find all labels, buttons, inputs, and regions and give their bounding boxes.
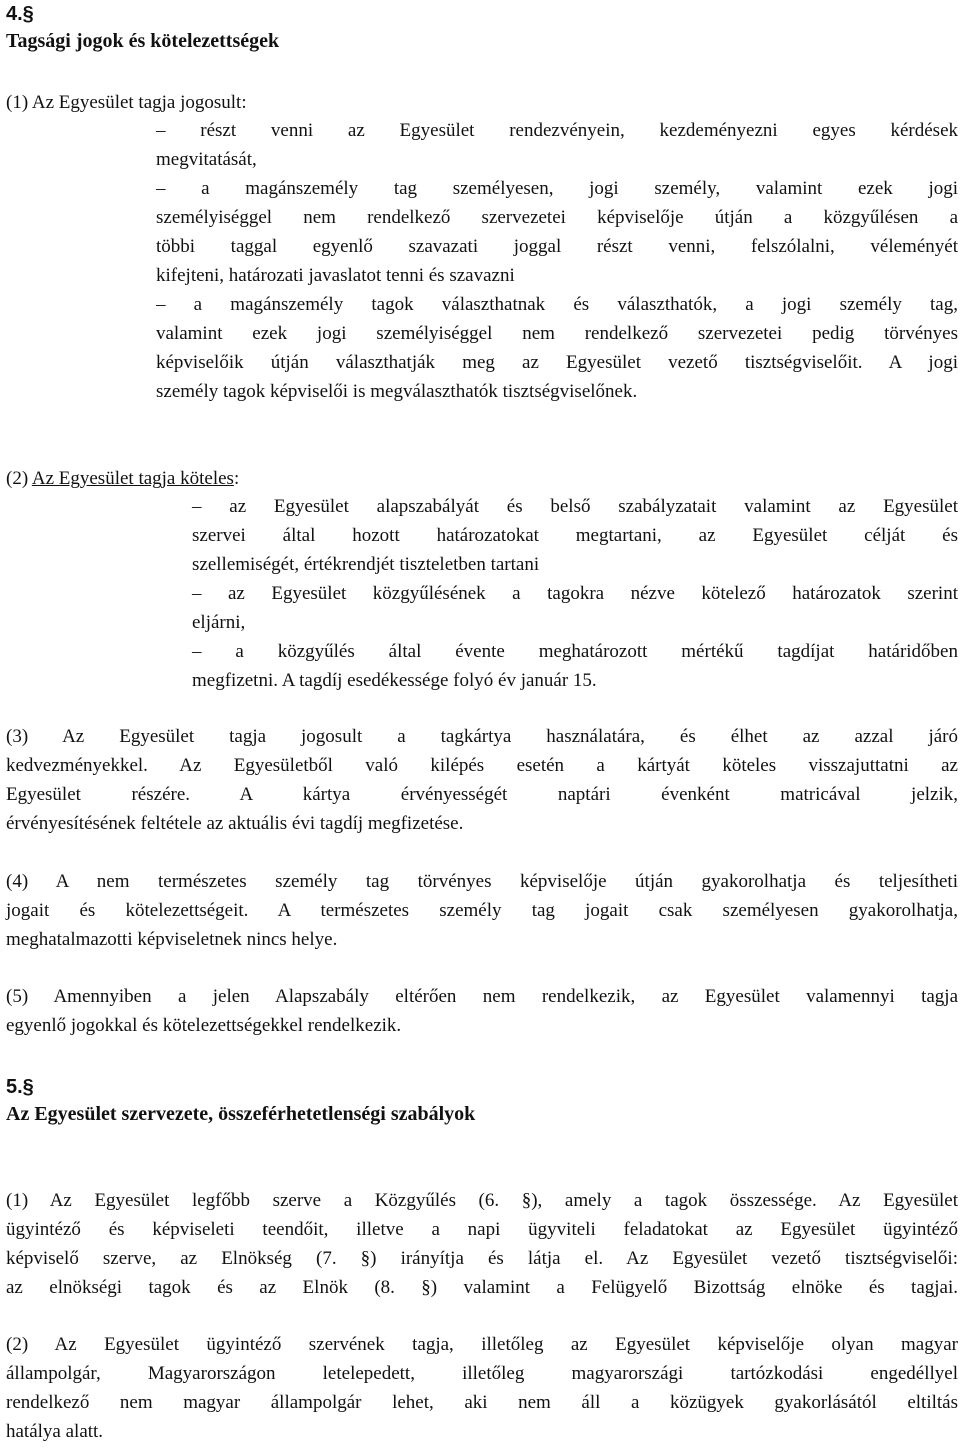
s4-p2 <box>6 464 958 493</box>
s4-p4 <box>6 867 958 954</box>
list-line: személy tagok képviselői is megválaszthatók tisztségviselőnek. <box>156 381 638 402</box>
paragraph-line: meghatalmazotti képviseletnek nincs helye. <box>6 929 338 950</box>
paragraph-line: egyenlő jogokkal és kötelezettségekkel rendelkezik. <box>6 1015 402 1036</box>
paragraph-line: az elnökségi tagok és az Elnök (8. §) valamint a Felügyelő Bizottság elnöke és tagjai. <box>6 1277 958 1298</box>
list-line: eljárni, <box>192 612 246 633</box>
paragraph-line: (1) Az Egyesület legfőbb szerve a Közgyűlés (6. §), amely a tagok összessége. Az Egyesület <box>6 1190 958 1211</box>
paragraph-line: állampolgár, Magyarországon letelepedett, illetőleg magyarországi tartózkodási engedéllyel <box>6 1363 958 1384</box>
paragraph-line: képviselő szerve, az Elnökség (7. §) irányítja és látja el. Az Egyesület vezető tisztségviselői: <box>6 1248 958 1269</box>
list-line: többi taggal egyenlő szavazati joggal részt venni, felszólalni, véleményét <box>156 236 958 257</box>
list-line: – az Egyesület közgyűlésének a tagokra nézve kötelező határozatok szerint <box>192 583 958 604</box>
list-line: személyiséggel nem rendelkező szervezetei képviselője útján a közgyűlésen a <box>156 207 958 228</box>
list-line: – a közgyűlés által évente meghatározott mértékű tagdíjat határidőben <box>192 641 958 662</box>
paragraph-line: (5) Amennyiben a jelen Alapszabály eltérően nem rendelkezik, az Egyesület valamennyi tagja <box>6 986 958 1007</box>
paragraph-line: (2) Az Egyesület ügyintéző szervének tagja, illetőleg az Egyesület képviselője olyan magyar <box>6 1334 958 1355</box>
s4-p1-list <box>6 116 958 406</box>
section-4-title: Tagsági jogok és kötelezettségek <box>6 30 280 52</box>
list-line: szellemiségét, értékrendjét tiszteletben tartani <box>192 554 540 575</box>
s4-p1 <box>6 88 958 117</box>
paragraph-line: érvényesítésének feltétele az aktuális évi tagdíj megfizetése. <box>6 813 464 834</box>
list-line: valamint ezek jogi személyiséggel nem rendelkező szervezetei pedig törvényes <box>156 323 958 344</box>
list-line: megvitatását, <box>156 149 257 170</box>
paragraph-line: rendelkező nem magyar állampolgár lehet, aki nem áll a közügyek gyakorlásától eltiltás <box>6 1392 958 1413</box>
paragraph-line: kedvezményekkel. Az Egyesületből való kilépés esetén a kártyát köteles visszajuttatni az <box>6 755 958 776</box>
paragraph-line: ügyintéző és képviseleti teendőit, illetve a napi ügyviteli feladatokat az Egyesület ügyintéző <box>6 1219 958 1240</box>
paragraph-line: Egyesület részére. A kártya érvényességét naptári évenként matricával jelzik, <box>6 784 958 805</box>
paragraph-line: (4) A nem természetes személy tag törvényes képviselője útján gyakorolhatja és teljesítheti <box>6 871 958 892</box>
paragraph-line: hatálya alatt. <box>6 1421 104 1442</box>
s5-p1 <box>6 1186 958 1302</box>
paragraph-line: jogait és kötelezettségeit. A természetes személy tag jogait csak személyesen gyakorolhatja, <box>6 900 958 921</box>
paragraph-line: (3) Az Egyesület tagja jogosult a tagkártya használatára, és élhet az azzal járó <box>6 726 958 747</box>
list-line: – az Egyesület alapszabályát és belső szabályzatait valamint az Egyesület <box>192 496 958 517</box>
s4-p5 <box>6 982 958 1040</box>
list-line: szervei által hozott határozatokat megtartani, az Egyesület célját és <box>192 525 958 546</box>
s4-p2-intro: (2) Az Egyesület tagja köteles: <box>6 468 240 489</box>
list-line: – részt venni az Egyesület rendezvényein, kezdeményezni egyes kérdések <box>156 120 958 141</box>
s5-p2 <box>6 1330 958 1446</box>
s4-p3 <box>6 722 958 838</box>
section-4-number: 4.§ <box>6 3 34 25</box>
list-line: – a magánszemély tagok választhatnak és választhatók, a jogi személy tag, <box>156 294 958 315</box>
list-line: kifejteni, határozati javaslatot tenni és szavazni <box>156 265 515 286</box>
list-line: képviselőik útján választhatják meg az Egyesület vezető tisztségviselőit. A jogi <box>156 352 958 373</box>
s4-p1-intro: (1) Az Egyesület tagja jogosult: <box>6 92 247 113</box>
section-5-title: Az Egyesület szervezete, összeférhetetlenségi szabályok <box>6 1103 476 1125</box>
list-line: – a magánszemély tag személyesen, jogi személy, valamint ezek jogi <box>156 178 958 199</box>
list-line: megfizetni. A tagdíj esedékessége folyó év január 15. <box>192 670 597 691</box>
s4-p2-list <box>6 492 958 695</box>
section-5-number: 5.§ <box>6 1076 34 1098</box>
